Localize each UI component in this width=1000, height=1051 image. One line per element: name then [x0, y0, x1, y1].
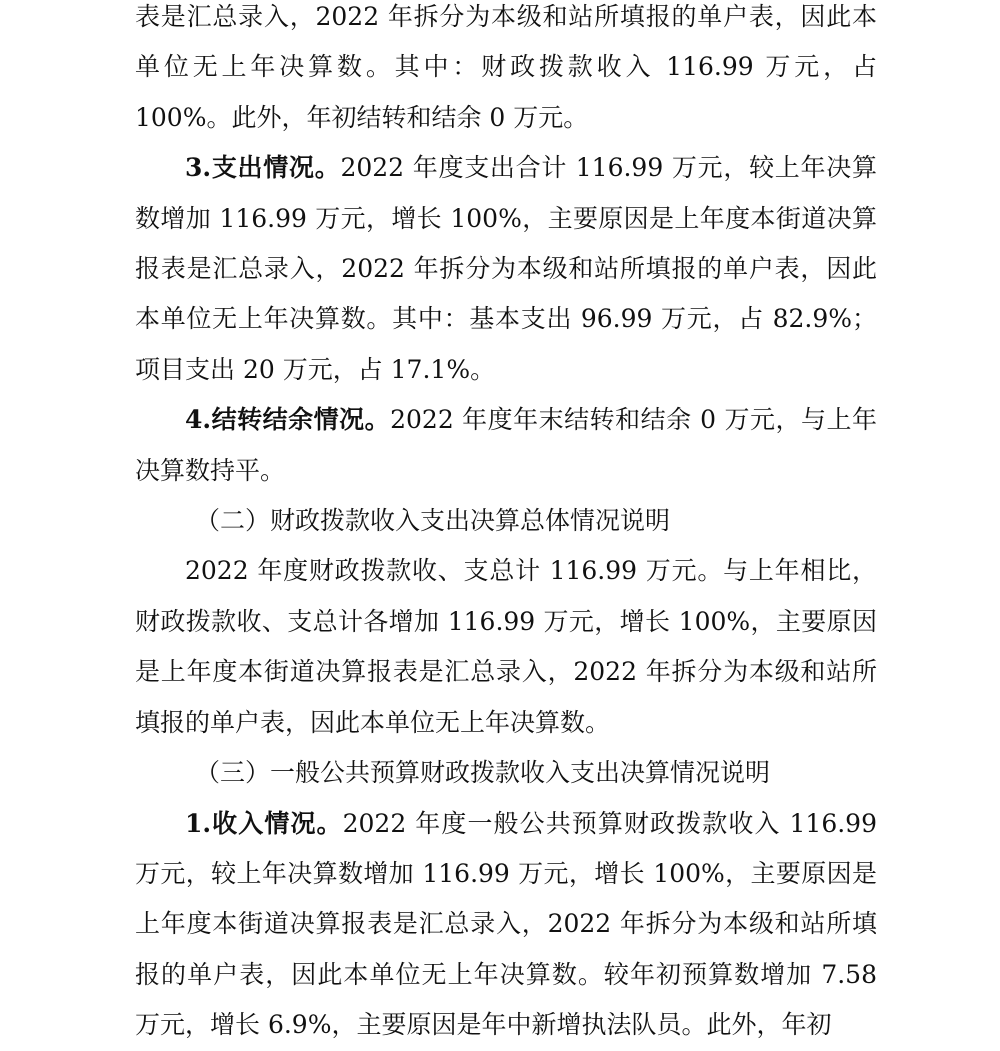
section-heading-2: [135, 496, 877, 546]
paragraph-general-budget-income: [135, 799, 877, 1051]
section-heading-text: （三）一般公共预算财政拨款收入支出决算情况说明: [195, 758, 771, 788]
section-heading-text: （二）财政拨款收入支出决算总体情况说明: [195, 506, 671, 536]
paragraph-carryover: [135, 395, 877, 496]
paragraph-income-continued: [135, 0, 877, 143]
paragraph-text: 2022 年度财政拨款收、支总计 116.99 万元。与上年相比，财政拨款收、支总计各增加 116.99 万元，增长 100%，主要原因是上年度本街道决算报表是汇总录入，2022 年拆分为本级和站所填报的单户表，因此本单位无上年决算数。: [135, 556, 877, 737]
paragraph-expenditure: [135, 143, 877, 395]
document-page: [135, 0, 877, 1051]
paragraph-lead: 4.结转结余情况。: [185, 405, 391, 435]
paragraph-lead: 3.支出情况。: [185, 153, 341, 183]
section-heading-3: [135, 748, 877, 798]
paragraph-text: 2022 年度一般公共预算财政拨款收入 116.99 万元，较上年决算数增加 116.99 万元，增长 100%，主要原因是上年度本街道决算报表是汇总录入，2022 年拆分为本级和站所填报的单户表，因此本单位无上年决算数。较年初预算数增加 7.58 万元，增长 6.9%，主要原因是年中新增执法队员。此外，年初: [135, 808, 877, 1040]
paragraph-text: 2022 年度年末结转和结余 0 万元，与上年决算数持平。: [135, 405, 877, 485]
paragraph-lead: 1.收入情况。: [185, 808, 343, 838]
paragraph-text: 表是汇总录入，2022 年拆分为本级和站所填报的单户表，因此本单位无上年决算数。其中：财政拨款收入 116.99 万元，占 100%。此外，年初结转和结余 0 万元。: [135, 2, 877, 132]
paragraph-text: 2022 年度支出合计 116.99 万元，较上年决算数增加 116.99 万元，增长 100%，主要原因是上年度本街道决算报表是汇总录入，2022 年拆分为本级和站所填报的单户表，因此本单位无上年决算数。其中：基本支出 96.99 万元，占 82.9%；项目支出 20 万元，占 17.1%。: [135, 153, 877, 384]
paragraph-fiscal-overview: [135, 546, 877, 748]
